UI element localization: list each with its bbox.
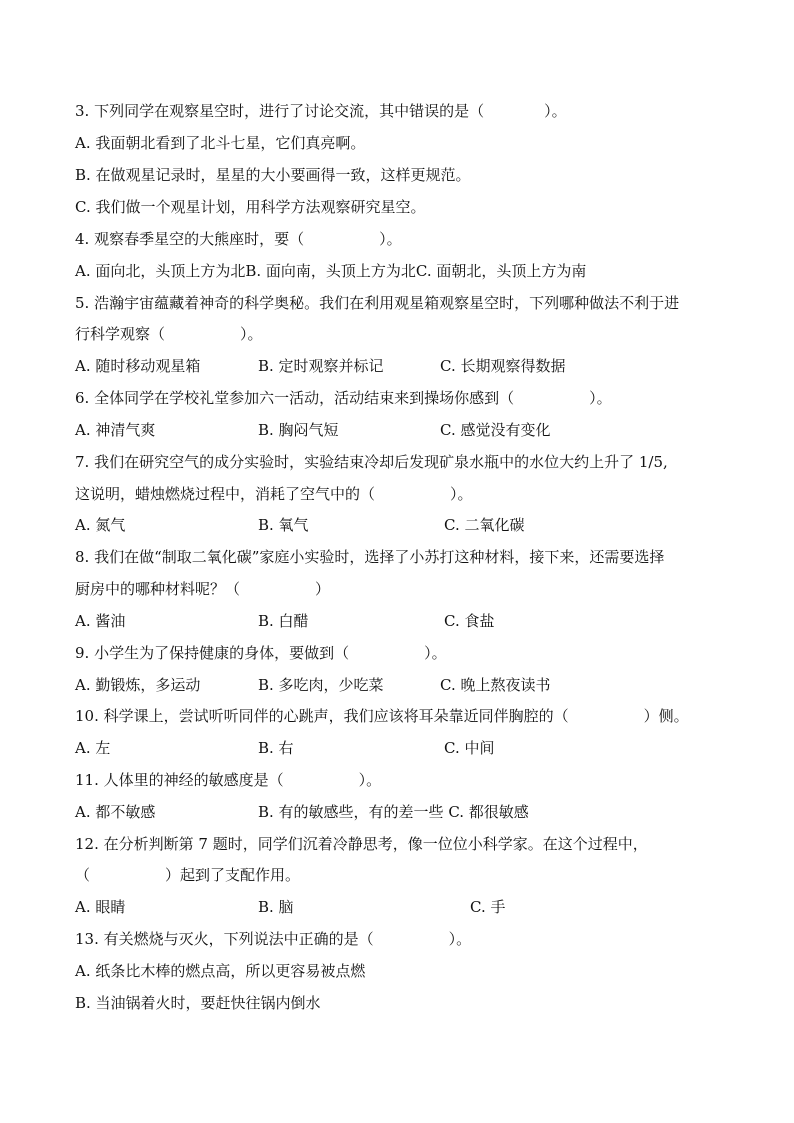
question-8-option-c: C. 食盐 <box>444 612 495 630</box>
question-5-option-a: A. 随时移动观星箱 <box>75 357 201 375</box>
question-8-stem-line-2: 厨房中的哪种材料呢？（ ） <box>75 580 331 598</box>
question-10-option-a: A. 左 <box>75 739 111 757</box>
question-10-option-c: C. 中间 <box>444 739 495 757</box>
question-3-option-b: B. 在做观星记录时，星星的大小要画得一致，这样更规范。 <box>75 166 471 184</box>
question-12-stem-line-2: （ ）起到了支配作用。 <box>75 866 301 884</box>
question-8-option-b: B. 白醋 <box>258 612 309 630</box>
question-7-stem-line-1: 7. 我们在研究空气的成分实验时，实验结束冷却后发现矿泉水瓶中的水位大约上升了 1/5, <box>75 453 668 471</box>
question-5-stem-line-2: 行科学观察（ ）。 <box>75 325 263 343</box>
question-9-option-b: B. 多吃肉，少吃菜 <box>258 676 384 694</box>
question-10-stem: 10. 科学课上，尝试听听同伴的心跳声，我们应该将耳朵靠近同伴胸腔的（ ）侧。 <box>75 707 689 725</box>
question-7-stem-line-2: 这说明，蜡烛燃烧过程中，消耗了空气中的（ ）。 <box>75 485 473 503</box>
question-13-option-b: B. 当油锅着火时，要赶快往锅内倒水 <box>75 994 321 1012</box>
question-8-stem-line-1: 8. 我们在做“制取二氧化碳”家庭小实验时，选择了小苏打这种材料，接下来，还需要选择 <box>75 548 665 566</box>
question-6-option-a: A. 神清气爽 <box>75 421 156 439</box>
question-6-option-c: C. 感觉没有变化 <box>440 421 551 439</box>
question-12-option-c: C. 手 <box>470 898 506 916</box>
question-7-option-c: C. 二氧化碳 <box>444 516 525 534</box>
question-13-stem: 13. 有关燃烧与灭火，下列说法中正确的是（ ）。 <box>75 930 472 948</box>
question-10-option-b: B. 右 <box>258 739 294 757</box>
question-5-option-c: C. 长期观察得数据 <box>440 357 566 375</box>
question-3-option-a: A. 我面朝北看到了北斗七星，它们真亮啊。 <box>75 134 366 152</box>
question-11-option-bc: B. 有的敏感些，有的差一些 C. 都很敏感 <box>258 803 529 821</box>
question-11-option-a: A. 都不敏感 <box>75 803 156 821</box>
question-12-option-b: B. 脑 <box>258 898 294 916</box>
question-6-option-b: B. 胸闷气短 <box>258 421 339 439</box>
question-12-stem-line-1: 12. 在分析判断第 7 题时，同学们沉着冷静思考，像一位位小科学家。在这个过程中， <box>75 835 648 853</box>
question-13-option-a: A. 纸条比木棒的燃点高，所以更容易被点燃 <box>75 962 366 980</box>
question-12-option-a: A. 眼睛 <box>75 898 126 916</box>
question-9-option-c: C. 晚上熬夜读书 <box>440 676 551 694</box>
question-4-stem: 4. 观察春季星空的大熊座时，要（ ）。 <box>75 230 402 248</box>
question-6-stem: 6. 全体同学在学校礼堂参加六一活动，活动结束来到操场你感到（ ）。 <box>75 389 612 407</box>
question-7-option-a: A. 氮气 <box>75 516 126 534</box>
question-3-option-c: C. 我们做一个观星计划，用科学方法观察研究星空。 <box>75 198 426 216</box>
question-8-option-a: A. 酱油 <box>75 612 126 630</box>
question-7-option-b: B. 氧气 <box>258 516 309 534</box>
question-4-options: A. 面向北，头顶上方为北B. 面向南，头顶上方为北C. 面朝北，头顶上方为南 <box>75 262 587 280</box>
question-5-stem-line-1: 5. 浩瀚宇宙蕴藏着神奇的科学奥秘。我们在利用观星箱观察星空时，下列哪种做法不利于进 <box>75 294 680 312</box>
question-9-stem: 9. 小学生为了保持健康的身体，要做到（ ）。 <box>75 644 447 662</box>
question-3-stem: 3. 下列同学在观察星空时，进行了讨论交流，其中错误的是（ ）。 <box>75 102 567 120</box>
question-9-option-a: A. 勤锻炼，多运动 <box>75 676 201 694</box>
question-11-stem: 11. 人体里的神经的敏感度是（ ）。 <box>75 771 382 789</box>
question-5-option-b: B. 定时观察并标记 <box>258 357 384 375</box>
